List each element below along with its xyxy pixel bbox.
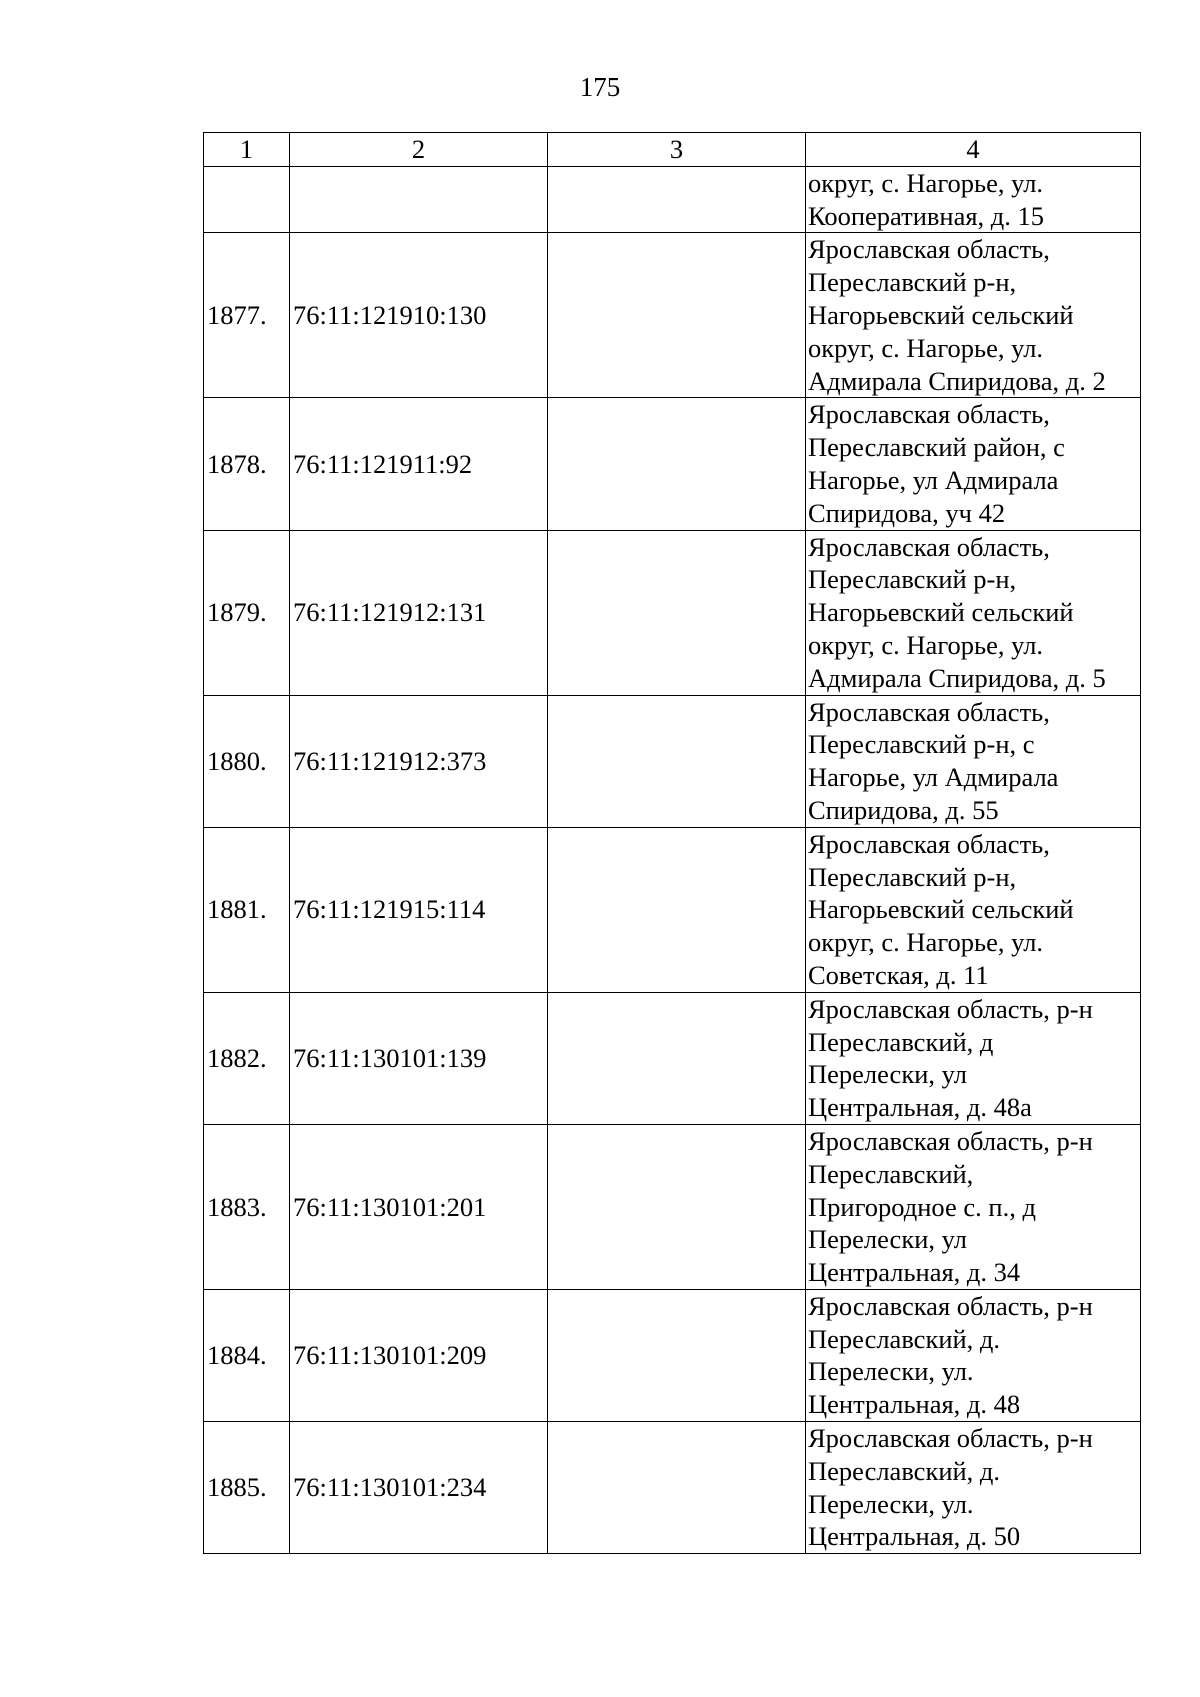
table-row: [204, 530, 1141, 695]
row-number-cell: 1883.: [204, 1124, 290, 1289]
address-line: Переславский, д.: [808, 1455, 1001, 1486]
table-row: [204, 1422, 1141, 1554]
address-cell: [806, 530, 1141, 695]
cadastral-number-cell: 76:11:121915:114: [290, 827, 548, 992]
address-line: Центральная, д. 34: [808, 1257, 1021, 1288]
address-line: Ярославская область,: [808, 234, 1050, 265]
address-cell: [806, 992, 1141, 1124]
column-3-cell: [548, 695, 806, 827]
row-number-cell: 1879.: [204, 530, 290, 695]
address-line: Адмирала Спиридова, д. 5: [808, 662, 1106, 693]
address-cell: [806, 827, 1141, 992]
row-number-cell: 1877.: [204, 233, 290, 398]
address-cell: [806, 1422, 1141, 1554]
address-line: Переславский р-н,: [808, 564, 1017, 595]
address-cell: [806, 398, 1141, 530]
row-number-cell: 1884.: [204, 1289, 290, 1421]
address-line: Перелески, ул.: [808, 1488, 974, 1519]
table-row: [204, 1124, 1141, 1289]
table-row: [204, 695, 1141, 827]
column-3-cell: [548, 1422, 806, 1554]
address-line: Советская, д. 11: [808, 959, 989, 990]
address-line: Переславский р-н, с: [808, 729, 1035, 760]
address-line: Нагорьевский сельский: [808, 299, 1074, 330]
address-line: Центральная, д. 48а: [808, 1092, 1032, 1123]
address-line: Ярославская область,: [808, 828, 1050, 859]
address-line: Нагорьевский сельский: [808, 894, 1074, 925]
address-line: Ярославская область, р-н: [808, 1125, 1093, 1156]
address-line: Ярославская область, р-н: [808, 1290, 1093, 1321]
address-line: Переславский район, с: [808, 432, 1065, 463]
header-row: [204, 133, 1141, 167]
page-number: 175: [579, 72, 621, 102]
address-line: Пригородное с. п., д: [808, 1191, 1036, 1222]
address-line: Ярославская область,: [808, 531, 1050, 562]
table-body: [204, 166, 1141, 1553]
cadastral-number-cell: 76:11:130101:139: [290, 992, 548, 1124]
cadastral-number-cell: 76:11:130101:201: [290, 1124, 548, 1289]
row-number-cell: 1881.: [204, 827, 290, 992]
cadastral-number-cell: 76:11:121912:373: [290, 695, 548, 827]
column-3-cell: [548, 398, 806, 530]
row-number-cell: 1882.: [204, 992, 290, 1124]
address-cell: [806, 166, 1141, 233]
table-row: [204, 166, 1141, 233]
address-cell: [806, 1124, 1141, 1289]
address-line: Ярославская область,: [808, 399, 1050, 430]
address-line: Ярославская область,: [808, 696, 1050, 727]
address-line: Нагорье, ул Адмирала: [808, 464, 1059, 495]
address-line: Переславский, д.: [808, 1323, 1001, 1354]
address-cell: [806, 233, 1141, 398]
address-line: Перелески, ул: [808, 1224, 967, 1255]
address-line: Перелески, ул: [808, 1059, 967, 1090]
address-line: Переславский р-н,: [808, 267, 1017, 298]
cadastral-number-cell: [290, 166, 548, 233]
address-cell: [806, 695, 1141, 827]
cadastral-number-cell: 76:11:121910:130: [290, 233, 548, 398]
address-line: Спиридова, д. 55: [808, 794, 999, 825]
column-3-cell: [548, 827, 806, 992]
column-header-1: 1: [204, 133, 290, 167]
address-line: Перелески, ул.: [808, 1356, 974, 1387]
address-line: Адмирала Спиридова, д. 2: [808, 365, 1106, 396]
address-line: округ, с. Нагорье, ул.: [808, 332, 1044, 363]
column-3-cell: [548, 1124, 806, 1289]
address-cell: [806, 1289, 1141, 1421]
address-line: Переславский, д: [808, 1026, 994, 1057]
address-line: Ярославская область, р-н: [808, 993, 1093, 1024]
cadastral-number-cell: 76:11:121911:92: [290, 398, 548, 530]
address-line: Нагорье, ул Адмирала: [808, 762, 1059, 793]
address-line: Нагорьевский сельский: [808, 597, 1074, 628]
address-line: округ, с. Нагорье, ул.: [808, 167, 1044, 198]
table-row: [204, 827, 1141, 992]
column-3-cell: [548, 166, 806, 233]
table-row: [204, 1289, 1141, 1421]
column-3-cell: [548, 530, 806, 695]
column-header-4: 4: [806, 133, 1141, 167]
address-line: Переславский р-н,: [808, 861, 1017, 892]
column-3-cell: [548, 1289, 806, 1421]
table-row: [204, 233, 1141, 398]
column-header-3: 3: [548, 133, 806, 167]
row-number-cell: 1878.: [204, 398, 290, 530]
cadastral-number-cell: 76:11:130101:234: [290, 1422, 548, 1554]
column-header-2: 2: [290, 133, 548, 167]
table-row: [204, 992, 1141, 1124]
cadastral-number-cell: 76:11:121912:131: [290, 530, 548, 695]
register-table: [203, 132, 1141, 1554]
address-line: Переславский,: [808, 1158, 974, 1189]
address-line: округ, с. Нагорье, ул.: [808, 629, 1044, 660]
address-line: Центральная, д. 50: [808, 1521, 1021, 1552]
column-3-cell: [548, 233, 806, 398]
row-number-cell: [204, 166, 290, 233]
cadastral-number-cell: 76:11:130101:209: [290, 1289, 548, 1421]
table-row: [204, 398, 1141, 530]
address-line: Кооперативная, д. 15: [808, 200, 1045, 231]
column-3-cell: [548, 992, 806, 1124]
address-line: Ярославская область, р-н: [808, 1423, 1093, 1454]
address-line: округ, с. Нагорье, ул.: [808, 927, 1044, 958]
row-number-cell: 1885.: [204, 1422, 290, 1554]
address-line: Центральная, д. 48: [808, 1389, 1021, 1420]
address-line: Спиридова, уч 42: [808, 497, 1006, 528]
row-number-cell: 1880.: [204, 695, 290, 827]
